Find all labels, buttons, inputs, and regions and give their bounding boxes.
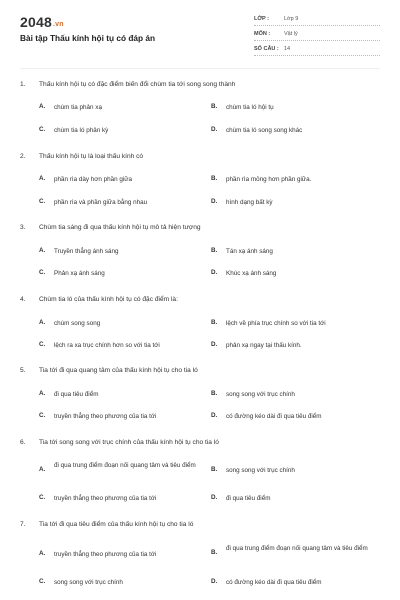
site-logo[interactable] [20, 14, 64, 30]
question-number: 3. [20, 224, 26, 231]
option-text: có đường kéo dài đi qua tiêu điểm [226, 579, 322, 586]
option-text: lệch về phía trục chính so với tia tới [226, 320, 326, 327]
option-letter: A. [39, 103, 46, 110]
option-letter: D. [211, 578, 218, 585]
question-text: Chùm tia ló của thấu kính hội tụ có đặc điểm là: [39, 296, 178, 303]
option-letter: D. [211, 341, 218, 348]
option-letter: D. [211, 198, 218, 205]
option-text: chùm tia ló phân kỳ [54, 127, 109, 134]
meta-class-underline [254, 25, 380, 26]
question-number: 6. [20, 439, 26, 446]
option-letter: D. [211, 412, 218, 419]
question-text: Tia tới đi qua tiêu điểm của thấu kính hội tụ cho tia ló [39, 521, 194, 528]
meta-count-underline [254, 55, 380, 56]
option-text: đi qua tiêu điểm [226, 495, 271, 502]
option-letter: B. [211, 247, 218, 254]
meta-subject-value: Vật lý [284, 31, 298, 37]
option-text: truyền thẳng theo phương của tia tới [54, 495, 157, 502]
option-text: song song với trục chính [226, 391, 295, 398]
option-text: Tán xạ ánh sáng [226, 248, 273, 255]
question-text: Tia tới đi qua quang tâm của thấu kính hội tụ cho tia ló [39, 367, 198, 374]
option-text: Khúc xạ ánh sáng [226, 270, 277, 277]
option-text: đi qua trung điểm đoạn nối quang tâm và tiêu điểm [54, 462, 196, 469]
question-number: 1. [20, 81, 26, 88]
header-divider [20, 68, 380, 69]
option-text: lệch ra xa trục chính hơn so với tia tới [54, 342, 160, 349]
option-text: truyền thẳng theo phương của tia tới [54, 413, 157, 420]
option-text: chùm tia phản xạ [54, 104, 102, 111]
option-text: Phản xạ ánh sáng [54, 270, 105, 277]
option-letter: C. [39, 494, 46, 501]
option-text: truyền thẳng theo phương của tia tới [54, 551, 157, 558]
option-letter: B. [211, 466, 218, 473]
option-text: phần rìa dày hơn phần giữa [54, 176, 133, 183]
question-number: 4. [20, 296, 26, 303]
option-letter: C. [39, 126, 46, 133]
option-letter: C. [39, 578, 46, 585]
meta-count-value: 14 [284, 46, 291, 52]
option-letter: C. [39, 341, 46, 348]
page-header [0, 0, 400, 66]
option-text: phần rìa mỏng hơn phần giữa. [226, 176, 312, 183]
option-letter: B. [211, 390, 218, 397]
option-text: phản xạ ngay tại thấu kính. [226, 342, 302, 349]
option-letter: A. [39, 466, 46, 473]
option-letter: A. [39, 550, 46, 557]
option-text: chùm tia ló song song khác [226, 127, 303, 134]
option-text: chùm tia ló hội tụ [226, 104, 274, 111]
question-text: Thấu kính hội tụ có đặc điểm biến đổi chùm tia tới song song thành [39, 81, 236, 88]
option-letter: B. [211, 549, 218, 556]
option-letter: A. [39, 319, 46, 326]
page-title: Bài tập Thấu kính hội tụ có đáp án [20, 33, 156, 43]
option-letter: C. [39, 269, 46, 276]
option-letter: D. [211, 126, 218, 133]
option-letter: A. [39, 175, 46, 182]
option-text: Truyền thẳng ánh sáng [54, 248, 119, 255]
option-text: chùm song song [54, 320, 101, 327]
option-text: đi qua trung điểm đoạn nối quang tâm và tiêu điểm [226, 545, 368, 552]
option-text: có đường kéo dài đi qua tiêu điểm [226, 413, 322, 420]
option-letter: D. [211, 269, 218, 276]
option-letter: B. [211, 175, 218, 182]
option-text: hình dạng bất kỳ [226, 199, 273, 206]
option-text: đi qua tiêu điểm [54, 391, 99, 398]
question-text: Thấu kính hội tụ là loại thấu kính có [39, 153, 144, 160]
meta-class-label: LỚP : [254, 16, 269, 22]
logo-main: 2048 [20, 14, 52, 30]
option-text: song song với trục chính [226, 467, 295, 474]
meta-class-value: Lớp 9 [284, 16, 299, 22]
option-text: phần rìa và phần giữa bằng nhau [54, 199, 148, 206]
option-letter: C. [39, 412, 46, 419]
question-text: Chùm tia sáng đi qua thấu kính hội tụ mô tả hiện tượng [39, 224, 201, 231]
option-letter: D. [211, 494, 218, 501]
option-letter: A. [39, 247, 46, 254]
option-text: song song với trục chính [54, 579, 123, 586]
meta-subject-label: MÔN : [254, 31, 271, 37]
meta-count-label: SỐ CÂU : [254, 46, 279, 52]
question-number: 5. [20, 367, 26, 374]
option-letter: B. [211, 103, 218, 110]
option-letter: A. [39, 390, 46, 397]
question-text: Tia tới song song với trục chính của thấu kính hội tụ cho tia ló [39, 439, 219, 446]
question-number: 2. [20, 153, 26, 160]
option-letter: C. [39, 198, 46, 205]
meta-subject-underline [254, 40, 380, 41]
question-number: 7. [20, 521, 26, 528]
logo-tld: .vn [52, 21, 64, 28]
option-letter: B. [211, 319, 218, 326]
